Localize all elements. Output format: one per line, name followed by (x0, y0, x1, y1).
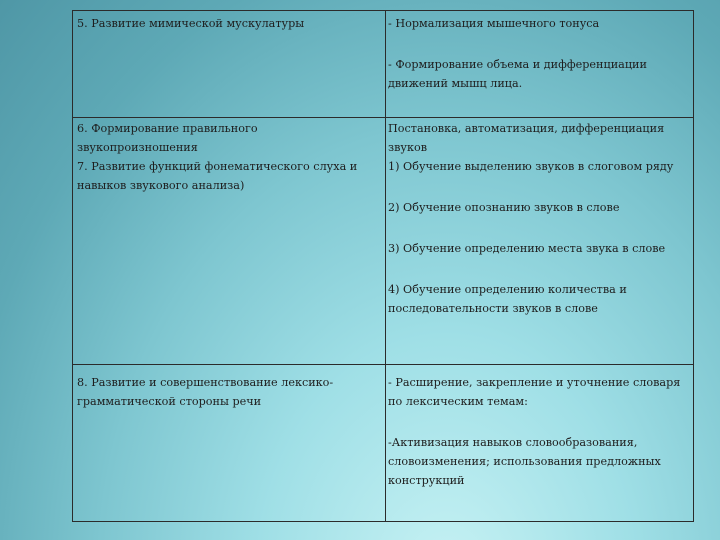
row-7-right-item-2: 2) Обучение опознанию звуков в слове (388, 201, 620, 214)
column-divider (385, 11, 386, 521)
row-6-right-item-1: Постановка, автоматизация, дифференциация звуков (388, 122, 668, 154)
row-7-left-cell: 7. Развитие функций фонематического слуха и навыков звукового анализа) (77, 160, 361, 192)
row-8-right-item-1: - Расширение, закрепление и уточнение словаря по лексическим темам: (388, 376, 684, 408)
row-divider (73, 117, 693, 118)
row-7-right-item-3: 3) Обучение определению места звука в слове (388, 242, 666, 255)
row-7-right-item-4: 4) Обучение определению количества и последовательности звуков в слове (388, 283, 631, 315)
row-divider (73, 364, 693, 365)
row-5-left-cell: 5. Развитие мимической мускулатуры (77, 17, 305, 30)
row-5-right-item-1: - Нормализация мышечного тонуса (388, 17, 600, 30)
row-5-right-item-2: - Формирование объема и дифференциации движений мышц лица. (388, 58, 651, 90)
row-7-right-item-1: 1) Обучение выделению звуков в слоговом ряду (388, 160, 674, 173)
row-6-left-cell: 6. Формирование правильного звукопроизношения (77, 122, 262, 154)
row-8-right-item-2: -Активизация навыков словообразования, словоизменения; использования предложных конструкций (388, 436, 665, 487)
row-8-left-cell: 8. Развитие и совершенствование лексико-грамматической стороны речи (77, 376, 334, 408)
content-table (72, 10, 694, 522)
